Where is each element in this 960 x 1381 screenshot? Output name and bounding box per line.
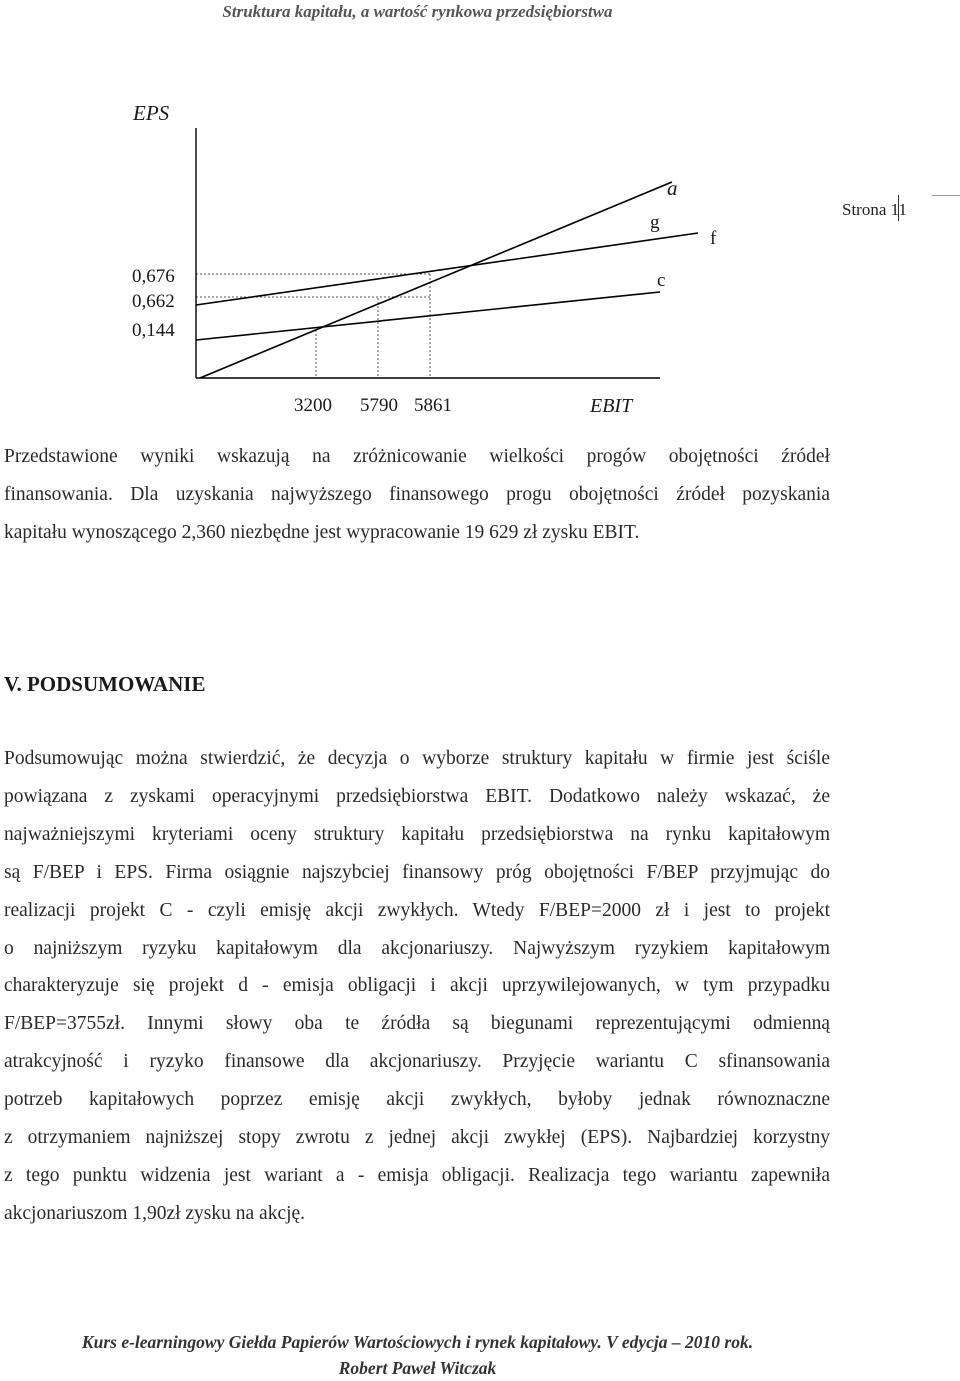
line-label-c: c [657, 270, 666, 291]
footer-course: Kurs e-learningowy Giełda Papierów Wartościowych i rynek kapitałowy. V edycja – 2010 rok. [81, 1332, 754, 1352]
y-axis-label: EPS [133, 101, 170, 125]
paragraph-line: charakteryzuje się projekt d - emisja obligacji i akcji uprzywilejowanych, w tym przypadku [4, 975, 830, 996]
eps-ebit-diagram [0, 0, 960, 430]
page-header: Struktura kapitału, a wartość rynkowa przedsiębiorstwa [222, 2, 613, 21]
x-tick-label: 5861 [414, 395, 452, 416]
paragraph-line: najważniejszymi kryteriami oceny struktury kapitału przedsiębiorstwa na rynku kapitałowym [4, 824, 830, 845]
paragraph-line: z tego punktu widzenia jest wariant a - emisja obligacji. Realizacja tego wariantu zapewniła [4, 1165, 830, 1186]
paragraph-line: realizacji projekt C - czyli emisję akcji zwykłych. Wtedy F/BEP=2000 zł i jest to projekt [4, 900, 830, 921]
paragraph-line: atrakcyjność i ryzyko finansowe dla akcjonariuszy. Przyjęcie wariantu C sfinansowania [4, 1051, 830, 1072]
paragraph-line: z otrzymaniem najniższej stopy zwrotu z jednej akcji zwykłej (EPS). Najbardziej korzystny [4, 1127, 830, 1148]
x-axis-label: EBIT [590, 395, 633, 417]
paragraph-line: akcjonariuszom 1,90zł zysku na akcję. [4, 1203, 306, 1224]
line-label-a: a [667, 176, 678, 200]
y-tick-label: 0,676 [132, 266, 175, 287]
footer-author: Robert Paweł Witczak [338, 1358, 497, 1378]
paragraph-line: Przedstawione wyniki wskazują na zróżnicowanie wielkości progów obojętności źródeł [4, 446, 830, 467]
line-a [200, 182, 672, 378]
line-label-f: f [710, 228, 717, 249]
y-tick-label: 0,662 [132, 291, 175, 312]
x-tick-label: 5790 [360, 395, 398, 416]
paragraph-line: są F/BEP i EPS. Firma osiągnie najszybciej finansowy próg obojętności F/BEP przyjmując do [4, 862, 830, 883]
dotted-guides [196, 274, 430, 378]
paragraph-line: finansowania. Dla uzyskania najwyższego finansowego progu obojętności źródeł pozyskania [4, 484, 830, 505]
x-tick-label: 3200 [294, 395, 332, 416]
page-number: Strona 11 [842, 200, 908, 219]
line-label-g: g [650, 212, 660, 233]
paragraph-line: Podsumowując można stwierdzić, że decyzja o wyborze struktury kapitału w firmie jest ściśle [4, 748, 830, 769]
line-f [196, 233, 698, 305]
paragraph-line: o najniższym ryzyku kapitałowym dla akcjonariuszy. Najwyższym ryzykiem kapitałowym [4, 938, 830, 959]
paragraph-line: potrzeb kapitałowych poprzez emisję akcji zwykłych, byłoby jednak równoznaczne [4, 1089, 830, 1110]
paragraph-line: powiązana z zyskami operacyjnymi przedsiębiorstwa EBIT. Dodatkowo należy wskazać, że [4, 786, 830, 807]
paragraph-line: F/BEP=3755zł. Innymi słowy oba te źródła są biegunami reprezentującymi odmienną [4, 1013, 830, 1034]
paragraph-line: kapitału wynoszącego 2,360 niezbędne jest wypracowanie 19 629 zł zysku EBIT. [4, 522, 640, 543]
section-heading: V. PODSUMOWANIE [4, 672, 206, 696]
y-tick-label: 0,144 [132, 320, 175, 341]
line-c [196, 292, 660, 340]
